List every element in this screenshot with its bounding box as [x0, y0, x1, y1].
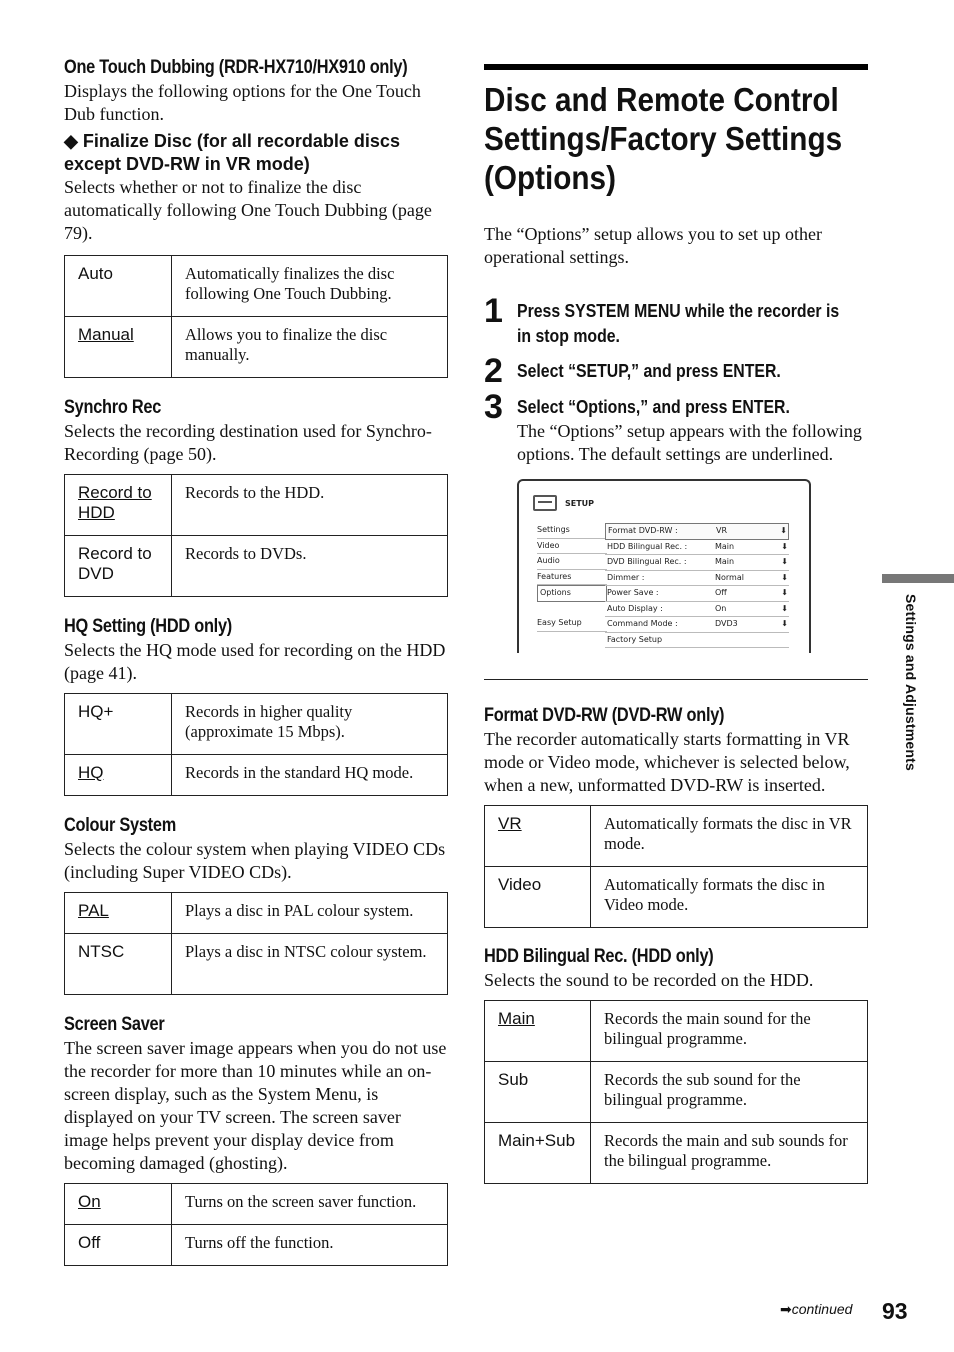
step-text: Select “SETUP,” and press ENTER.: [517, 361, 781, 381]
left-column: [64, 56, 448, 1266]
option-value: Records to DVDs.: [172, 536, 448, 597]
menu-item: Easy Setup: [537, 616, 607, 632]
intro-text: The “Options” setup allows you to set up other operational settings.: [484, 224, 822, 267]
option-key: Video: [485, 867, 591, 928]
options-table: [64, 1183, 448, 1266]
option-value: Plays a disc in PAL colour system.: [172, 893, 448, 934]
setup-option-row: Auto Display : On ⬇: [605, 602, 789, 618]
arrow-down-icon: ⬇: [781, 619, 788, 628]
option-key: VR: [485, 806, 591, 867]
table-row: [65, 1225, 448, 1266]
setup-option-row: HDD Bilingual Rec. : Main ⬇: [605, 540, 789, 556]
option-key: Record to DVD: [65, 536, 172, 597]
side-tab-bar: [882, 574, 954, 583]
section-description: The recorder automatically starts formatting in VR mode or Video mode, whichever is selected below, when a new, unformatted DVD-RW is inserted.: [484, 729, 850, 795]
setup-options-list: [605, 523, 789, 648]
table-row: [65, 694, 448, 755]
option-value: Records in the standard HQ mode.: [172, 755, 448, 796]
page-title: Disc and Remote Control Settings/Factory Settings (Options): [484, 81, 843, 196]
option-key: Record to HDD: [65, 475, 172, 536]
table-row: [485, 1001, 868, 1062]
menu-item-selected: Options: [537, 585, 607, 602]
option-key: Manual: [65, 317, 172, 378]
setup-title: SETUP: [565, 498, 595, 508]
step-2: [484, 352, 868, 390]
sub-heading: ◆ Finalize Disc (for all recordable discs except DVD-RW in VR mode): [64, 131, 400, 174]
setup-option-row: Format DVD-RW : VR ⬇: [605, 523, 789, 540]
menu-item: Features: [537, 570, 607, 586]
setup-screen-illustration: [517, 479, 811, 653]
option-key: Main: [485, 1001, 591, 1062]
format-dvd-rw-section: [484, 704, 868, 928]
section-heading: One Touch Dubbing (RDR-HX710/HX910 only): [64, 57, 408, 78]
option-value: Records the main sound for the bilingual programme.: [591, 1001, 868, 1062]
step-text: Press SYSTEM MENU while the recorder is in stop mode.: [517, 301, 840, 346]
step-3: [484, 388, 868, 426]
options-table: [64, 892, 448, 995]
option-key: NTSC: [65, 934, 172, 995]
table-row: [65, 256, 448, 317]
table-row: [485, 867, 868, 928]
menu-item: Audio: [537, 554, 607, 570]
table-row: [485, 806, 868, 867]
table-row: [65, 1184, 448, 1225]
hdd-bilingual-section: [484, 945, 868, 1184]
one-touch-dubbing-section: [64, 56, 448, 378]
section-heading: Synchro Rec: [64, 397, 162, 418]
arrow-down-icon: ⬇: [781, 557, 788, 566]
section-description: Selects the colour system when playing VIDEO CDs (including Super VIDEO CDs).: [64, 839, 446, 882]
step-number: 1: [484, 292, 503, 330]
arrow-down-icon: ⬇: [781, 603, 788, 613]
synchro-rec-section: [64, 396, 448, 597]
right-column: [484, 64, 868, 1184]
section-description: Selects the sound to be recorded on the HDD.: [484, 970, 814, 990]
option-key: Main+Sub: [485, 1123, 591, 1184]
option-value: Automatically finalizes the disc following One Touch Dubbing.: [172, 256, 448, 317]
option-key: HQ+: [65, 694, 172, 755]
arrow-right-icon: ➡: [780, 1301, 792, 1317]
section-description: Displays the following options for the One Touch Dub function.: [64, 81, 421, 124]
step-text: Select “Options,” and press ENTER.: [517, 397, 790, 417]
table-row: [485, 1123, 868, 1184]
option-value: Records in higher quality (approximate 15 Mbps).: [172, 694, 448, 755]
menu-item: Settings: [537, 523, 607, 539]
setup-header: [533, 495, 594, 511]
section-description: Selects the recording destination used for Synchro-Recording (page 50).: [64, 421, 432, 464]
option-key: HQ: [65, 755, 172, 796]
sub-description: Selects whether or not to finalize the disc automatically following One Touch Dubbing (page 79).: [64, 177, 432, 243]
continued-note: ➡continued: [780, 1301, 853, 1317]
setup-option-row: DVD Bilingual Rec. : Main ⬇: [605, 555, 789, 571]
option-value: Automatically formats the disc in VR mode.: [591, 806, 868, 867]
section-heading: HQ Setting (HDD only): [64, 616, 232, 637]
section-description: Selects the HQ mode used for recording on the HDD (page 41).: [64, 640, 446, 683]
setup-option-row: Dimmer : Normal ⬇: [605, 571, 789, 587]
table-row: [65, 755, 448, 796]
menu-item: Video: [537, 539, 607, 555]
table-row: [65, 475, 448, 536]
option-value: Records to the HDD.: [172, 475, 448, 536]
table-row: [65, 934, 448, 995]
option-key: Off: [65, 1225, 172, 1266]
setup-toolbox-icon: [533, 495, 557, 511]
option-key: On: [65, 1184, 172, 1225]
section-heading: Format DVD-RW (DVD-RW only): [484, 705, 725, 726]
step-1: [484, 292, 868, 349]
options-table: [64, 255, 448, 378]
arrow-down-icon: ⬇: [781, 541, 788, 551]
option-value: Allows you to finalize the disc manually.: [172, 317, 448, 378]
table-row: [485, 1062, 868, 1123]
page-number: 93: [882, 1298, 908, 1324]
title-rule: [484, 64, 868, 70]
step-3-description: The “Options” setup appears with the following options. The default settings are underlined.: [517, 421, 862, 464]
section-heading: HDD Bilingual Rec. (HDD only): [484, 946, 714, 967]
arrow-down-icon: ⬇: [781, 588, 788, 597]
section-divider: [484, 679, 868, 680]
option-key: Auto: [65, 256, 172, 317]
option-key: PAL: [65, 893, 172, 934]
section-heading: Colour System: [64, 815, 176, 836]
options-table: [484, 1000, 868, 1184]
option-value: Records the main and sub sounds for the bilingual programme.: [591, 1123, 868, 1184]
section-description: The screen saver image appears when you do not use the recorder for more than 10 minutes while an on-screen display, such as the System Menu, is displayed on your TV screen. The screen saver image helps prevent your display device from becoming damaged (ghosting).: [64, 1038, 447, 1173]
option-value: Turns on the screen saver function.: [172, 1184, 448, 1225]
table-row: [65, 893, 448, 934]
options-table: [484, 805, 868, 928]
option-value: Automatically formats the disc in Video mode.: [591, 867, 868, 928]
setup-option-row: Power Save : Off ⬇: [605, 586, 789, 602]
side-tab-label: Settings and Adjustments: [903, 594, 919, 771]
step-number: 2: [484, 352, 503, 390]
option-value: Records the sub sound for the bilingual programme.: [591, 1062, 868, 1123]
options-table: [64, 474, 448, 597]
option-value: Plays a disc in NTSC colour system.: [172, 934, 448, 995]
options-table: [64, 693, 448, 796]
table-row: [65, 317, 448, 378]
setup-option-row: Factory Setup: [605, 633, 789, 649]
setup-menu: [537, 523, 607, 632]
arrow-down-icon: ⬇: [780, 526, 787, 535]
colour-system-section: [64, 814, 448, 995]
setup-option-row: Command Mode : DVD3 ⬇: [605, 617, 789, 633]
option-value: Turns off the function.: [172, 1225, 448, 1266]
section-heading: Screen Saver: [64, 1014, 165, 1035]
arrow-down-icon: ⬇: [781, 572, 788, 582]
table-row: [65, 536, 448, 597]
step-number: 3: [484, 388, 503, 426]
option-key: Sub: [485, 1062, 591, 1123]
menu-spacer: [537, 602, 607, 617]
hq-setting-section: [64, 615, 448, 796]
screen-saver-section: [64, 1013, 448, 1266]
